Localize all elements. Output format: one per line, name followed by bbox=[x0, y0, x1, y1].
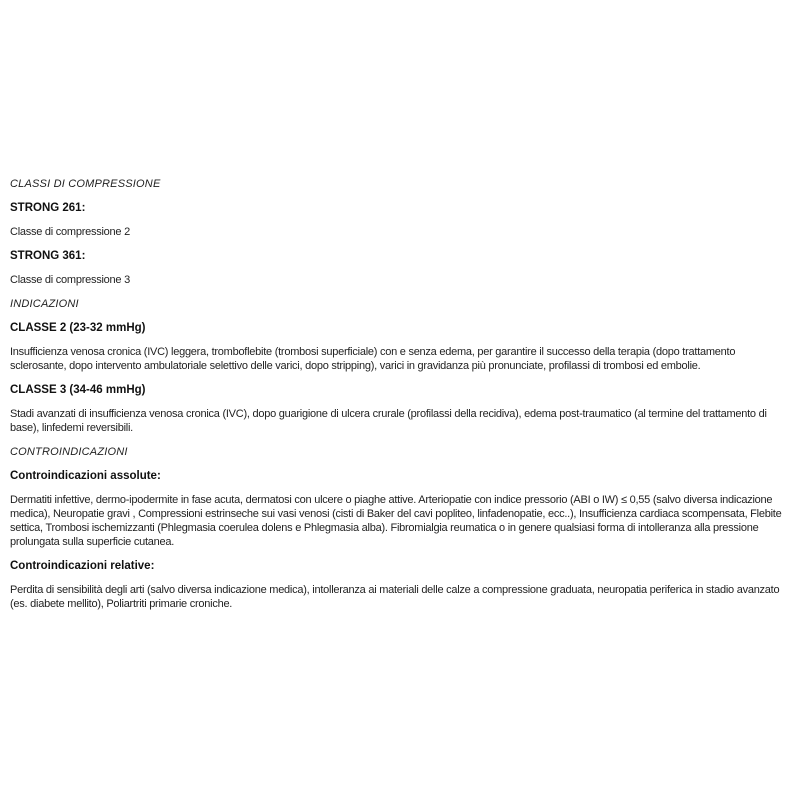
classe-2-text: Insufficienza venosa cronica (IVC) leggera, tromboflebite (trombosi superficiale) con e senza edema, per garantire il successo della terapia (dopo trattamento sclerosante, dopo intervento ambulatoriale selettivo delle varici, dopo stripping), varici in gravidanza più pronunciate, profilassi di trombosi ed embolie. bbox=[10, 346, 736, 372]
controindicazioni-relative-label: Controindicazioni relative: bbox=[10, 560, 155, 572]
classe-2-label: CLASSE 2 (23-32 mmHg) bbox=[10, 322, 146, 334]
strong-261-label: STRONG 261: bbox=[10, 202, 86, 214]
section-heading-classi: CLASSI DI COMPRESSIONE bbox=[10, 178, 161, 190]
strong-361-text: Classe di compressione 3 bbox=[10, 274, 130, 286]
controindicazioni-relative-text: Perdita di sensibilità degli arti (salvo diversa indicazione medica), intolleranza ai materiali delle calze a compressione graduata, neuropatia periferica in stadio avanzato (es. diabete mellito), Poliartriti primarie croniche. bbox=[10, 584, 780, 610]
section-controindicazioni bbox=[10, 445, 791, 611]
controindicazioni-assolute-text: Dermatiti infettive, dermo-ipodermite in fase acuta, dermatosi con ulcere o piaghe attive. Arteriopatie con indice pressorio (ABI o IW) ≤ 0,55 (salvo diversa indicazione medica), Neuropatie gravi , Compressioni estrinseche sui vasi venosi (cisti di Baker del cavi popliteo, linfadenopatie, ecc..), Insufficienza cardiaca scompensata, Flebite settica, Trombosi ischemizzanti (Phlegmasia coerulea dolens e Phlegmasia alba). Fibromialgia reumatica o in genere qualsiasi forma di intolleranza alla pressione prolungata sulla superficie cutanea. bbox=[10, 494, 782, 548]
section-heading-controindicazioni: CONTROINDICAZIONI bbox=[10, 446, 128, 458]
classe-3-label: CLASSE 3 (34-46 mmHg) bbox=[10, 384, 146, 396]
controindicazioni-assolute-label: Controindicazioni assolute: bbox=[10, 470, 161, 482]
classe-3-text: Stadi avanzati di insufficienza venosa cronica (IVC), dopo guarigione di ulcera crurale (profilassi della recidiva), edema post-traumatico (al termine del trattamento di base), linfedemi reversibili. bbox=[10, 408, 767, 434]
section-indicazioni bbox=[10, 297, 791, 435]
section-heading-indicazioni: INDICAZIONI bbox=[10, 298, 79, 310]
section-classi-di-compressione bbox=[10, 177, 791, 287]
strong-361-label: STRONG 361: bbox=[10, 250, 86, 262]
strong-261-text: Classe di compressione 2 bbox=[10, 226, 130, 238]
